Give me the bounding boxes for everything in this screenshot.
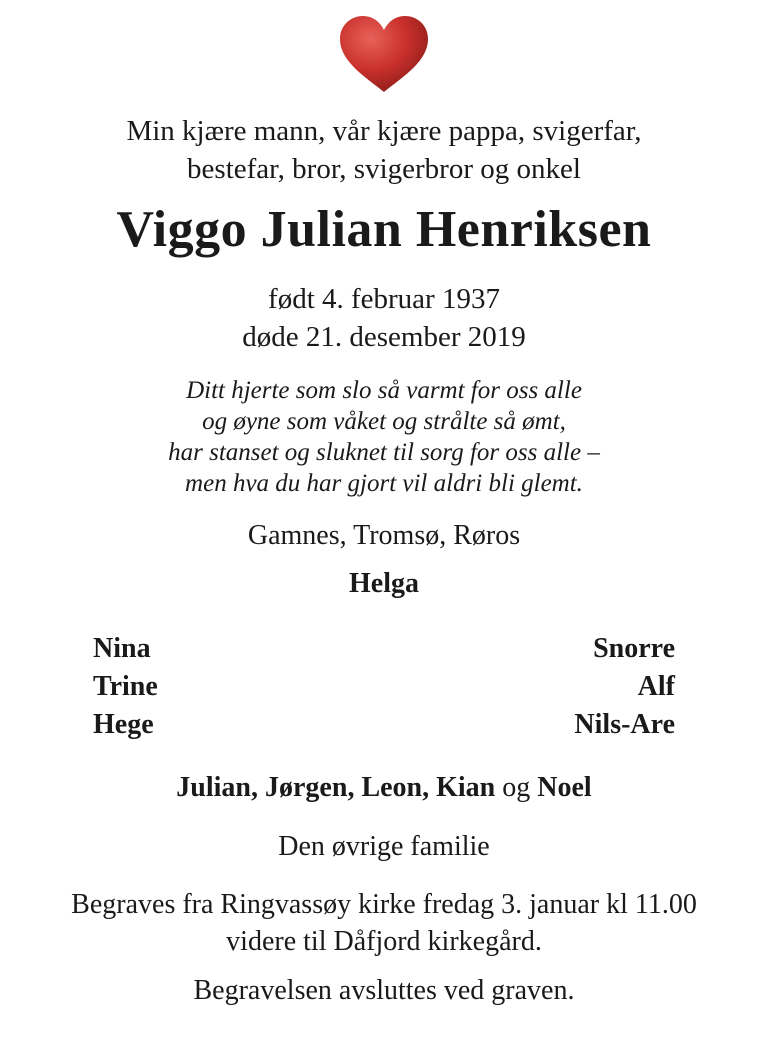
grandchild-name: Leon bbox=[361, 772, 423, 803]
grandchild-name: Kian bbox=[436, 772, 496, 803]
conjunction: og bbox=[495, 772, 538, 803]
partner-name: Alf bbox=[637, 671, 675, 702]
partner-name: Nils-Are bbox=[574, 709, 675, 740]
deceased-name: Viggo Julian Henriksen bbox=[116, 201, 652, 258]
child-name: Hege bbox=[93, 709, 154, 740]
closing-text: Begravelsen avsluttes ved graven. bbox=[193, 975, 575, 1006]
grandchild-name: Noel bbox=[537, 772, 592, 803]
child-name: Trine bbox=[93, 671, 158, 702]
grandchild-name: Jørgen bbox=[265, 772, 348, 803]
life-dates bbox=[0, 280, 768, 356]
death-date: døde 21. desember 2019 bbox=[242, 321, 526, 353]
separator: , bbox=[347, 772, 362, 803]
intro-line: bestefar, bror, svigerbror og onkel bbox=[187, 153, 581, 185]
partner-name: Snorre bbox=[593, 633, 675, 664]
separator: , bbox=[422, 772, 437, 803]
verse-line: har stanset og sluknet til sorg for oss alle – bbox=[168, 439, 600, 466]
intro-line: Min kjære mann, vår kjære pappa, svigerfar, bbox=[126, 115, 642, 147]
verse-line: men hva du har gjort vil aldri bli glemt. bbox=[185, 470, 583, 497]
birth-date: født 4. februar 1937 bbox=[268, 283, 500, 315]
funeral-line: Begraves fra Ringvassøy kirke fredag 3. januar kl 11.00 bbox=[71, 889, 697, 920]
partners-list bbox=[574, 630, 675, 744]
spouse-name: Helga bbox=[349, 568, 419, 599]
grandchild-name: Julian bbox=[176, 772, 251, 803]
funeral-line: videre til Dåfjord kirkegård. bbox=[226, 926, 542, 957]
funeral-info bbox=[0, 886, 768, 960]
heart-icon bbox=[337, 14, 431, 94]
child-name: Nina bbox=[93, 633, 151, 664]
extended-family: Den øvrige familie bbox=[278, 831, 490, 862]
intro-text bbox=[0, 112, 768, 188]
separator: , bbox=[251, 772, 265, 803]
grandchildren bbox=[0, 769, 768, 807]
verse-line: og øyne som våket og strålte så ømt, bbox=[202, 408, 566, 435]
verse-line: Ditt hjerte som slo så varmt for oss alle bbox=[186, 377, 582, 404]
places: Gamnes, Tromsø, Røros bbox=[247, 520, 521, 551]
memorial-verse bbox=[0, 375, 768, 499]
children-list bbox=[93, 630, 158, 744]
